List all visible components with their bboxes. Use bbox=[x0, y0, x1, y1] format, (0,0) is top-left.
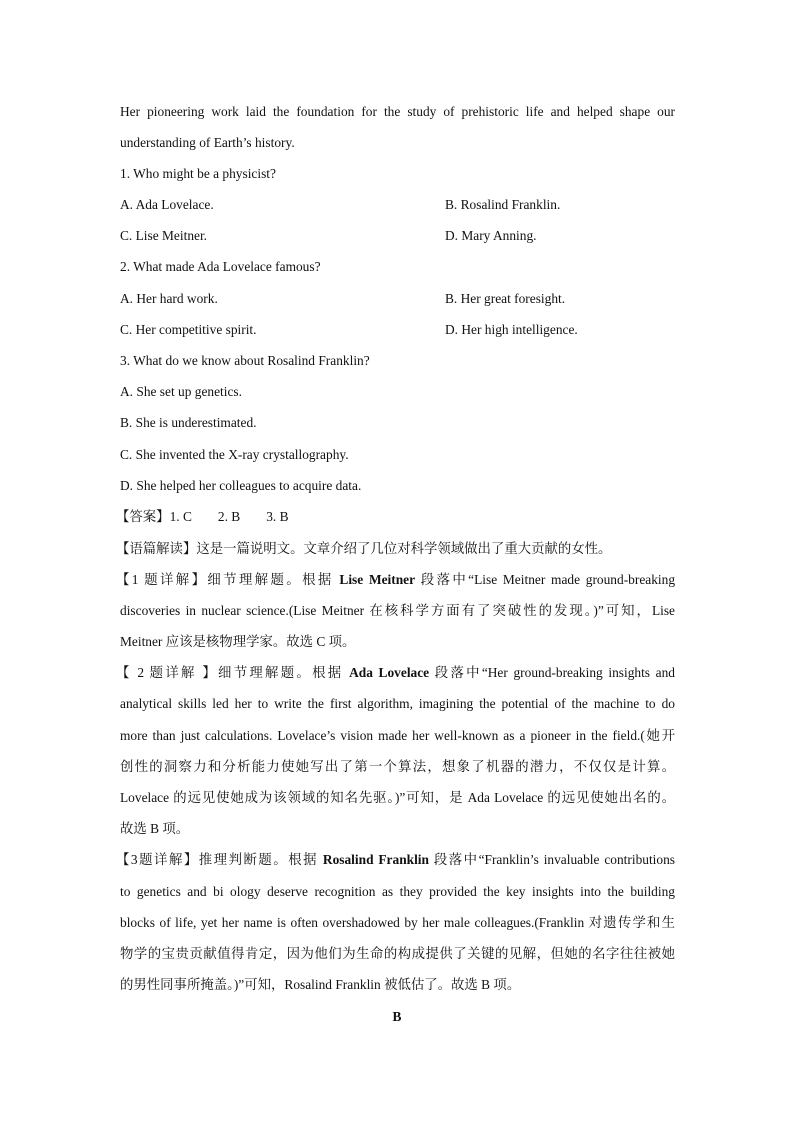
question-3-stem: 3. What do we know about Rosalind Franklin? bbox=[120, 353, 370, 368]
answer-line bbox=[116, 508, 671, 526]
question-2-option-a: A. Her hard work. bbox=[120, 291, 218, 306]
question-3-option-a: A. She set up genetics. bbox=[120, 384, 242, 399]
explanation-1-keyword: Lise Meitner bbox=[339, 572, 416, 587]
explanation-1-line-1 bbox=[116, 571, 675, 589]
question-2-option-c: C. Her competitive spirit. bbox=[120, 322, 257, 337]
explanation-2-text-a: 细节理解题。根据 bbox=[218, 665, 350, 680]
question-3-option-c: C. She invented the X-ray crystallography. bbox=[120, 447, 349, 462]
reading-text: 这是一篇说明文。文章介绍了几位对科学领域做出了重大贡献的女性。 bbox=[196, 541, 612, 556]
question-2-stem: 2. What made Ada Lovelace famous? bbox=[120, 259, 321, 274]
reading-line bbox=[116, 540, 671, 558]
question-1-option-a: A. Ada Lovelace. bbox=[120, 197, 214, 212]
explanation-3-text-a: 推理判断题。根据 bbox=[198, 852, 323, 867]
explanation-1-line-3: Meitner 应该是核物理学家。故选 C 项。 bbox=[120, 634, 356, 649]
explanation-2-keyword: Ada Lovelace bbox=[349, 665, 430, 680]
question-1-option-d: D. Mary Anning. bbox=[445, 228, 537, 243]
answer-label: 【答案】 bbox=[116, 509, 170, 524]
question-3-option-b: B. She is underestimated. bbox=[120, 415, 257, 430]
explanation-1-text-b: 段落中“Lise Meitner made ground-breaking bbox=[415, 572, 675, 587]
explanation-2-line-2: analytical skills led her to write the first algorithm, imagining the potential of the machine to do bbox=[120, 696, 675, 711]
intro-line-2: understanding of Earth’s history. bbox=[120, 135, 295, 150]
explanation-3-line-5: 的男性同事所掩盖。)”可知，Rosalind Franklin 被低估了。故选 B 项。 bbox=[120, 977, 521, 992]
explanation-3-text-b: 段落中“Franklin’s invaluable contributions bbox=[428, 852, 675, 867]
explanation-2-line-6: 故选 B 项。 bbox=[120, 821, 190, 836]
question-2-option-b: B. Her great foresight. bbox=[445, 291, 566, 306]
answer-item-1: 1. C bbox=[169, 509, 192, 524]
explanation-3-line-1 bbox=[116, 851, 675, 869]
explanation-2-text-b: 段落中“Her ground-breaking insights and bbox=[429, 665, 675, 680]
explanation-1-line-2: discoveries in nuclear science.(Lise Meitner 在核科学方面有了突破性的发现。)”可知，Lise bbox=[120, 603, 675, 618]
explanation-3-line-2: to genetics and bi ology deserve recognition as they provided the key insights into the building bbox=[120, 884, 675, 899]
explanation-3-keyword: Rosalind Franklin bbox=[322, 852, 429, 867]
explanation-3-line-3: blocks of life, yet her name is often overshadowed by her male colleagues.(Franklin 对遗传学和生 bbox=[120, 915, 675, 930]
section-marker: B bbox=[392, 1009, 402, 1024]
explanation-1-text-a: 细节理解题。根据 bbox=[207, 572, 340, 587]
question-3-option-d: D. She helped her colleagues to acquire data. bbox=[120, 478, 362, 493]
answer-item-3: 3. B bbox=[266, 509, 289, 524]
explanation-2-line-1 bbox=[116, 664, 675, 682]
explanation-2-label: 【 2 题详解 】 bbox=[116, 665, 219, 680]
explanation-3-label: 【3题详解】 bbox=[116, 852, 199, 867]
question-1-stem: 1. Who might be a physicist? bbox=[120, 166, 276, 181]
explanation-3-line-4: 物学的宝贵贡献值得肯定，因为他们为生命的构成提供了关键的见解，但她的名字往往被她 bbox=[120, 946, 675, 961]
question-2-option-d: D. Her high intelligence. bbox=[445, 322, 578, 337]
answer-item-2: 2. B bbox=[217, 509, 241, 524]
explanation-2-line-3: more than just calculations. Lovelace’s vision made her well-known as a pioneer in the field.(她开 bbox=[120, 728, 675, 743]
reading-label: 【语篇解读】 bbox=[116, 541, 197, 556]
explanation-2-line-5: Lovelace 的远见使她成为该领域的知名先驱。)”可知，是 Ada Lovelace 的远见使她出名的。 bbox=[120, 790, 675, 805]
explanation-2-line-4: 创性的洞察力和分析能力使她写出了第一个算法，想象了机器的潜力，不仅仅是计算。 bbox=[120, 759, 675, 774]
question-1-option-c: C. Lise Meitner. bbox=[120, 228, 208, 243]
question-1-option-b: B. Rosalind Franklin. bbox=[445, 197, 561, 212]
explanation-1-label: 【1 题详解】 bbox=[116, 572, 208, 587]
intro-line-1: Her pioneering work laid the foundation for the study of prehistoric life and helped shape our bbox=[120, 104, 675, 119]
